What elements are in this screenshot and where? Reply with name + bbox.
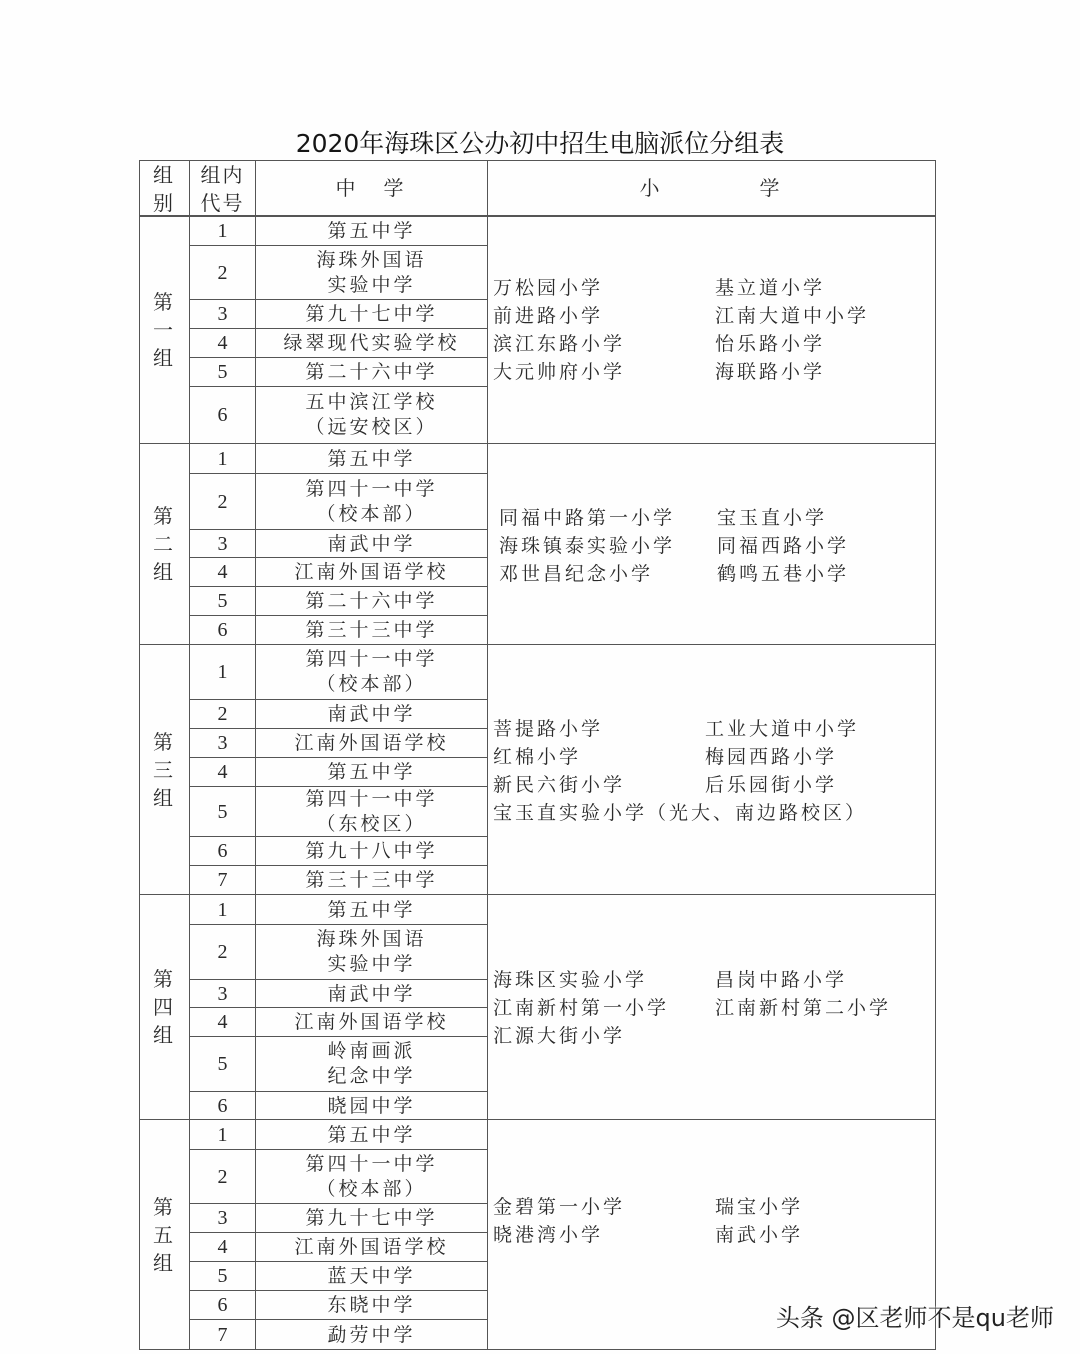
middle-school: [255, 473, 488, 530]
middle-school-name: 南武中学: [327, 532, 416, 555]
primary-school-name: 前进路小学: [493, 305, 604, 327]
header-code-line: 组内: [200, 162, 245, 187]
allocation-table: [139, 160, 936, 1350]
middle-school: [255, 699, 488, 729]
group-label-char: 组: [153, 1023, 176, 1047]
middle-school: [255, 386, 488, 444]
group-label-char: 第: [153, 967, 176, 991]
middle-school: [255, 924, 488, 980]
middle-school-name: 岭南画派: [327, 1040, 416, 1062]
primary-school-name: 同福西路小学: [717, 535, 850, 557]
middle-school-name: 第五中学: [327, 219, 416, 242]
primary-school-name: 红棉小学: [493, 746, 582, 768]
middle-school: [255, 299, 488, 329]
school-code: 1: [189, 443, 256, 474]
middle-school-name: 实验中学: [327, 273, 416, 296]
school-code: 6: [189, 615, 256, 645]
school-code: 3: [189, 1203, 256, 1233]
group-label-char: 五: [153, 1222, 176, 1247]
school-code: 5: [189, 1036, 256, 1092]
middle-school: [255, 786, 488, 837]
middle-school-name: （校本部）: [316, 502, 427, 525]
header-group-line: 组: [153, 162, 176, 187]
primary-school-name: 宝玉直实验小学（光大、南边路校区）: [493, 802, 868, 824]
middle-school: [255, 865, 488, 895]
primary-school-name: 大元帅府小学: [493, 361, 626, 383]
primary-school-name: 邓世昌纪念小学: [499, 563, 654, 585]
primary-school-name: 汇源大街小学: [493, 1025, 626, 1047]
school-code: 2: [189, 473, 256, 530]
middle-school: [255, 328, 488, 358]
middle-school-name: 海珠外国语: [316, 928, 427, 950]
school-code: 4: [189, 1232, 256, 1262]
middle-school-name: 纪念中学: [327, 1065, 416, 1087]
middle-school-name: 南武中学: [327, 703, 416, 725]
middle-school-name: 江南外国语学校: [294, 732, 449, 754]
middle-school: [255, 443, 488, 474]
school-code: 6: [189, 1091, 256, 1120]
middle-school-name: 南武中学: [327, 982, 416, 1005]
school-code: 7: [189, 865, 256, 895]
middle-school-name: 第二十六中学: [305, 361, 438, 383]
school-code: 4: [189, 757, 256, 787]
school-code: 7: [189, 1319, 256, 1350]
primary-school-name: 南武小学: [715, 1224, 804, 1246]
primary-school-name: 瑞宝小学: [715, 1196, 804, 1218]
middle-school: [255, 1149, 488, 1204]
primary-school-name: 怡乐路小学: [715, 333, 826, 355]
primary-school-name: 海联路小学: [715, 361, 826, 383]
middle-school-name: 第五中学: [327, 447, 416, 470]
school-code: 3: [189, 728, 256, 758]
group-label-char: 二: [153, 532, 176, 556]
header-primary-school: 小 学: [487, 160, 936, 217]
primary-school-name: 万松园小学: [493, 277, 604, 299]
primary-school-name: 海珠镇泰实验小学: [499, 535, 676, 557]
middle-school: [255, 894, 488, 925]
primary-school-name: 江南新村第二小学: [715, 997, 892, 1019]
header-group: [139, 160, 190, 217]
middle-school: [255, 245, 488, 300]
middle-school-name: 第五中学: [327, 898, 416, 921]
school-code: 3: [189, 979, 256, 1008]
middle-school-name: 第二十六中学: [305, 590, 438, 612]
primary-school-name: 菩提路小学: [493, 718, 604, 740]
middle-school: [255, 215, 488, 246]
group-label: [139, 215, 190, 444]
school-code: 6: [189, 1290, 256, 1320]
middle-school-name: （校本部）: [316, 1177, 427, 1200]
school-code: 3: [189, 299, 256, 329]
group-label: [139, 894, 190, 1120]
school-code: 5: [189, 586, 256, 616]
middle-school: [255, 1007, 488, 1037]
school-code: 3: [189, 529, 256, 558]
primary-school-name: 梅园西路小学: [705, 746, 838, 768]
middle-school-name: （远安校区）: [305, 416, 438, 438]
primary-school-name: 新民六街小学: [493, 774, 626, 796]
school-code: 2: [189, 1149, 256, 1204]
header-code: [189, 160, 256, 217]
middle-school-name: 第四十一中学: [305, 648, 438, 670]
middle-school-name: 海珠外国语: [316, 248, 427, 271]
group-label-char: 组: [153, 1250, 176, 1275]
middle-school-name: 江南外国语学校: [294, 1236, 449, 1258]
group-label-char: 一: [153, 317, 176, 342]
middle-school-name: 第五中学: [327, 761, 416, 783]
school-code: 4: [189, 1007, 256, 1037]
middle-school-name: 江南外国语学校: [294, 1011, 449, 1033]
middle-school: [255, 1261, 488, 1291]
middle-school: [255, 836, 488, 866]
primary-school-name: 工业大道中小学: [705, 718, 860, 740]
school-code: 2: [189, 245, 256, 300]
school-code: 5: [189, 786, 256, 837]
middle-school-name: 第三十三中学: [305, 869, 438, 891]
primary-school-name: 同福中路第一小学: [499, 507, 676, 529]
middle-school: [255, 1232, 488, 1262]
middle-school: [255, 615, 488, 645]
school-code: 6: [189, 386, 256, 444]
primary-school-name: 江南大道中小学: [715, 305, 870, 327]
school-code: 5: [189, 357, 256, 387]
group-label-char: 三: [153, 757, 176, 782]
middle-school-name: 第三十三中学: [305, 619, 438, 641]
middle-school: [255, 979, 488, 1008]
middle-school-name: 绿翠现代实验学校: [283, 332, 460, 354]
primary-school-name: 昌岗中路小学: [715, 969, 848, 991]
middle-school-name: 东晓中学: [327, 1294, 416, 1316]
group-label-char: 四: [153, 995, 176, 1019]
middle-school-name: 第四十一中学: [305, 477, 438, 500]
middle-school: [255, 557, 488, 587]
group-label: [139, 443, 190, 645]
primary-school-name: 金碧第一小学: [493, 1196, 626, 1218]
group-label-char: 组: [153, 560, 176, 584]
middle-school: [255, 1119, 488, 1150]
middle-school: [255, 1091, 488, 1120]
watermark: 头条 @区老师不是qu老师: [775, 1304, 1054, 1332]
middle-school: [255, 586, 488, 616]
group-label-char: 组: [153, 345, 176, 370]
middle-school: [255, 757, 488, 787]
school-code: 2: [189, 924, 256, 980]
header-middle-school: 中 学: [255, 160, 488, 217]
header-code-line: 代号: [200, 190, 245, 215]
header-group-line: 别: [153, 190, 176, 215]
primary-school-name: 宝玉直小学: [717, 507, 828, 529]
group-label-char: 第: [153, 504, 176, 528]
middle-school-name: 第九十七中学: [305, 303, 438, 325]
middle-school: [255, 1290, 488, 1320]
school-code: 6: [189, 836, 256, 866]
school-code: 1: [189, 894, 256, 925]
middle-school-name: 江南外国语学校: [294, 561, 449, 583]
middle-school-name: 勐劳中学: [327, 1323, 416, 1346]
middle-school: [255, 357, 488, 387]
page-title: 2020年海珠区公办初中招生电脑派位分组表: [295, 129, 785, 158]
school-code: 1: [189, 1119, 256, 1150]
primary-school-name: 鹤鸣五巷小学: [717, 563, 850, 585]
group-label-char: 第: [153, 289, 176, 314]
middle-school: [255, 644, 488, 700]
school-code: 4: [189, 557, 256, 587]
middle-school-name: 第四十一中学: [305, 787, 438, 810]
school-code: 1: [189, 644, 256, 700]
middle-school-name: 实验中学: [327, 953, 416, 975]
group-label-char: 第: [153, 1194, 176, 1219]
middle-school: [255, 1203, 488, 1233]
middle-school-name: 五中滨江学校: [305, 391, 438, 413]
school-code: 1: [189, 215, 256, 246]
middle-school-name: 晓园中学: [327, 1094, 416, 1117]
middle-school-name: 第九十八中学: [305, 840, 438, 862]
primary-school-name: 江南新村第一小学: [493, 997, 670, 1019]
group-label: [139, 1119, 190, 1350]
middle-school: [255, 728, 488, 758]
primary-school-name: 后乐园街小学: [705, 774, 838, 796]
primary-school-name: 滨江东路小学: [493, 333, 626, 355]
middle-school-name: 第四十一中学: [305, 1152, 438, 1175]
group-label: [139, 644, 190, 895]
school-code: 2: [189, 699, 256, 729]
middle-school-name: 第九十七中学: [305, 1207, 438, 1229]
middle-school-name: （东校区）: [316, 812, 427, 835]
middle-school-name: 蓝天中学: [327, 1265, 416, 1287]
middle-school: [255, 1319, 488, 1350]
middle-school: [255, 529, 488, 558]
school-code: 5: [189, 1261, 256, 1291]
middle-school: [255, 1036, 488, 1092]
group-label-char: 组: [153, 785, 176, 810]
primary-school-name: 海珠区实验小学: [493, 969, 648, 991]
primary-school-name: 晓港湾小学: [493, 1224, 604, 1246]
group-label-char: 第: [153, 729, 176, 754]
primary-school-name: 基立道小学: [715, 277, 826, 299]
school-code: 4: [189, 328, 256, 358]
middle-school-name: 第五中学: [327, 1123, 416, 1146]
middle-school-name: （校本部）: [316, 673, 427, 695]
